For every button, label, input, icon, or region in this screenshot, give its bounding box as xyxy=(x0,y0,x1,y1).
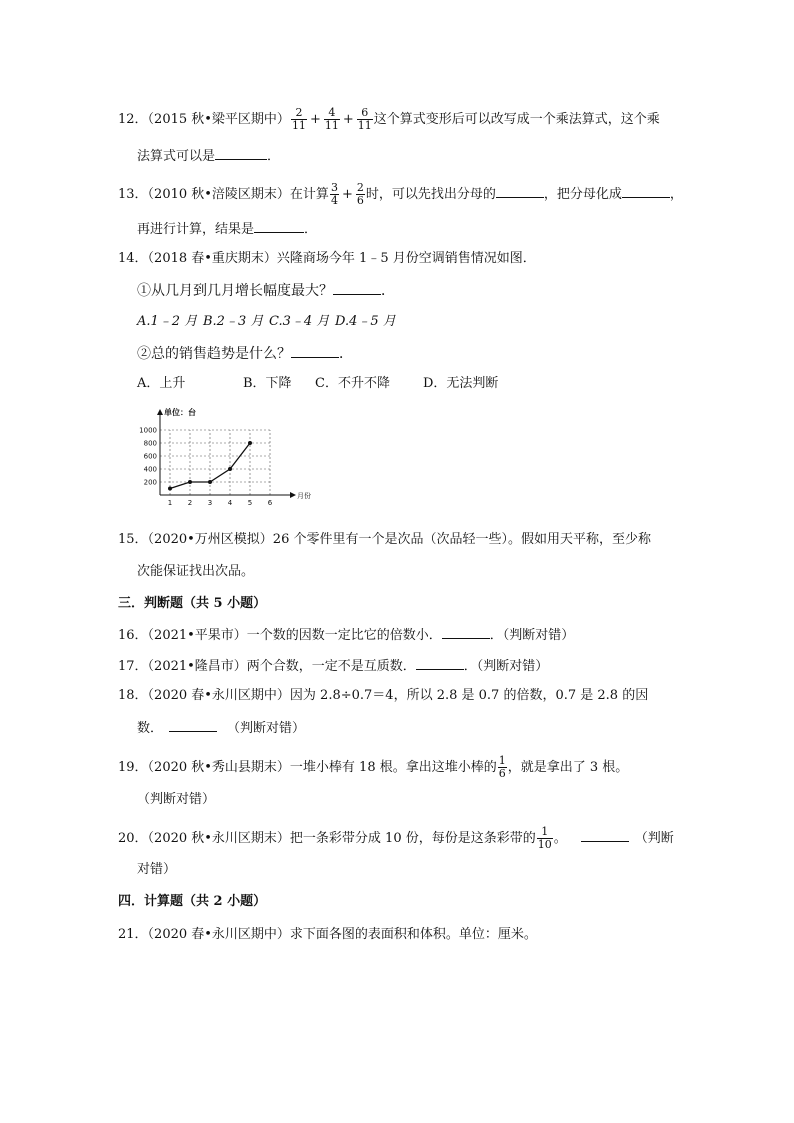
q14-subquestion-2: ②总的销售趋势是什么？ ． xyxy=(137,343,353,364)
data-point xyxy=(188,480,192,484)
q14-options-1 xyxy=(137,312,396,332)
q12-tail: 这个算式变形后可以改写成一个乘法算式，这个乘 xyxy=(373,112,660,127)
sales-line-chart xyxy=(139,405,311,515)
question-15-line1: 15．（2020•万州区模拟）26 个零件里有一个是次品（次品轻一些）。假如用天平称，至少称 xyxy=(118,532,651,547)
q14-subquestion-1: ①从几月到几月增长幅度最大？ ． xyxy=(137,280,395,301)
q13-fraction-1: $\frac{3}{4}$ xyxy=(330,181,338,207)
answer-blank[interactable] xyxy=(416,655,464,670)
q12-prefix: 12．（2015 秋•梁平区期中） xyxy=(118,112,290,127)
x-axis-arrow xyxy=(290,492,296,498)
y-tick-label: 200 xyxy=(143,478,157,487)
y-tick-label: 1000 xyxy=(139,426,157,435)
chart-unit-label: 单位：台 xyxy=(164,408,196,417)
x-tick-label: 1 xyxy=(167,499,173,507)
answer-blank[interactable] xyxy=(215,145,267,160)
option-c[interactable]: C．不升不降 xyxy=(315,376,390,391)
q12-fraction-2: $\frac{4}{11}$ xyxy=(324,106,339,132)
q13-fraction-2: $\frac{2}{6}$ xyxy=(356,181,364,207)
data-point xyxy=(228,467,232,471)
q20-fraction: $\frac{1}{10}$ xyxy=(537,825,552,851)
x-tick-label: 6 xyxy=(267,499,273,507)
section-heading-judgment: 三．判断题（共 5 小题） xyxy=(118,596,267,611)
question-17: 17．（2021•隆昌市）两个合数，一定不是互质数． ．（判断对错） xyxy=(118,655,548,677)
answer-blank[interactable] xyxy=(333,280,381,295)
question-16: 16．（2021•平果市）一个数的因数一定比它的倍数小． ．（判断对错） xyxy=(118,624,574,646)
y-tick-label: 400 xyxy=(143,465,157,474)
question-21: 21．（2020 春•永川区期中）求下面各图的表面积和体积。单位：厘米。 xyxy=(118,927,537,942)
option-b[interactable]: B．下降 xyxy=(243,376,292,391)
question-18-line1: 18．（2020 春•永川区期中）因为 2.8÷0.7＝4，所以 2.8 是 0.7 的倍数，0.7 是 2.8 的因 xyxy=(118,688,649,703)
answer-blank[interactable] xyxy=(442,624,490,639)
answer-blank[interactable] xyxy=(622,183,670,198)
q14-options-2 xyxy=(137,374,498,394)
answer-blank[interactable] xyxy=(581,827,629,842)
question-12-line2: 法算式可以是 ． xyxy=(137,145,280,167)
question-20-line1: 20．（2020 秋•永川区期末）把一条彩带分成 10 份，每份是这条彩带的 $\frac{1}{10}$ 。 （判断 xyxy=(118,825,674,851)
q12-fraction-3: $\frac{6}{11}$ xyxy=(357,106,372,132)
question-13-line1: 13．（2010 秋•涪陵区期末）在计算 $\frac{3}{4}$ + $\frac{2}{6}$ 时，可以先找出分母的 ，把分母化成 ， xyxy=(118,181,683,207)
question-13-line2: 再进行计算，结果是 ． xyxy=(137,218,317,240)
y-tick-label: 800 xyxy=(143,439,157,448)
data-point xyxy=(208,480,212,484)
option-b[interactable]: B.2﹣3 月 xyxy=(203,314,264,329)
option-a[interactable]: A．上升 xyxy=(137,376,186,391)
x-tick-label: 2 xyxy=(187,499,193,507)
option-d[interactable]: D.4﹣5 月 xyxy=(335,314,396,329)
x-tick-label: 3 xyxy=(207,499,213,507)
data-point xyxy=(248,441,252,445)
question-15-line2: 次能保证找出次品。 xyxy=(137,564,255,579)
question-14-stem: 14．（2018 春•重庆期末）兴隆商场今年 1﹣5 月份空调销售情况如图． xyxy=(118,251,536,266)
question-19-line2: （判断对错） xyxy=(137,792,216,807)
option-c[interactable]: C.3﹣4 月 xyxy=(269,314,330,329)
x-tick-label: 5 xyxy=(247,499,253,507)
section-heading-calculation: 四．计算题（共 2 小题） xyxy=(118,894,267,909)
answer-blank[interactable] xyxy=(291,343,339,358)
answer-blank[interactable] xyxy=(496,183,544,198)
q12-fraction-1: $\frac{2}{11}$ xyxy=(291,106,306,132)
x-tick-label: 4 xyxy=(227,499,233,507)
question-18-line2: 数． （判断对错） xyxy=(137,717,305,739)
answer-blank[interactable] xyxy=(169,717,217,732)
y-axis-arrow xyxy=(157,409,163,415)
q19-fraction: $\frac{1}{6}$ xyxy=(498,754,506,780)
question-19-line1: 19．（2020 秋•秀山县期末）一堆小棒有 18 根。拿出这堆小棒的 $\frac{1}{6}$ ，就是拿出了 3 根。 xyxy=(118,754,629,780)
question-12-line1: 12．（2015 秋•梁平区期中） $\frac{2}{11}$ + $\frac{4}{11}$ + $\frac{6}{11}$ 这个算式变形后可以改写成一个乘法算式，这个乘 xyxy=(118,106,660,132)
answer-blank[interactable] xyxy=(254,218,304,233)
data-point xyxy=(168,487,172,491)
x-axis-label: 月份 xyxy=(297,492,311,500)
chart-svg xyxy=(139,405,311,515)
y-tick-label: 600 xyxy=(143,452,157,461)
option-d[interactable]: D．无法判断 xyxy=(423,376,499,391)
option-a[interactable]: A.1﹣2 月 xyxy=(137,314,198,329)
question-20-line2: 对错） xyxy=(137,862,177,877)
